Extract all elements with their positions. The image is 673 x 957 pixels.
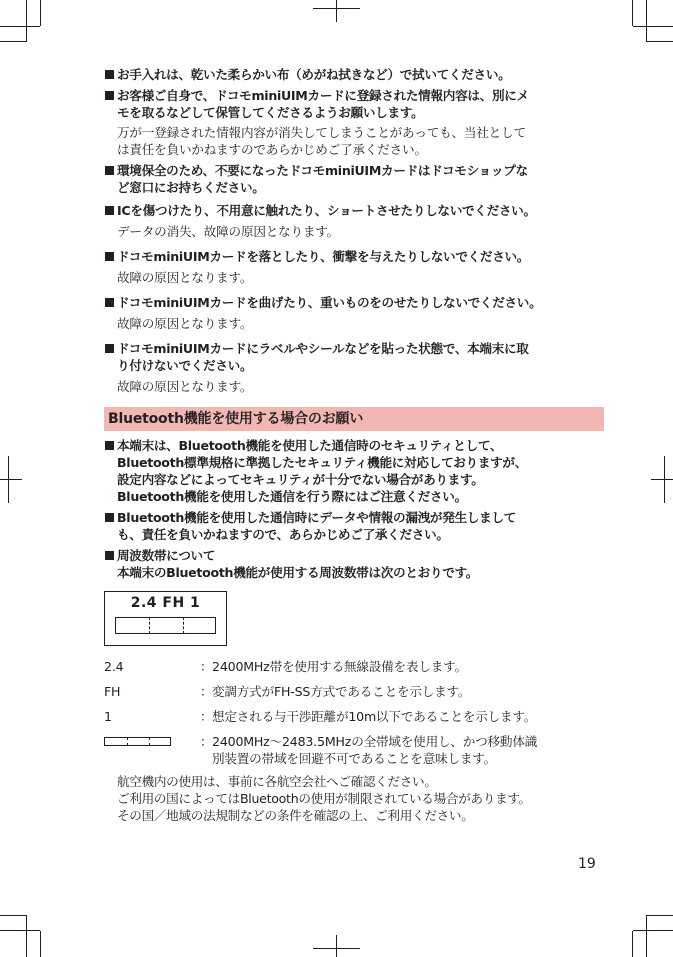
definition-row [104, 733, 604, 767]
bullet-line: 本端末は、Bluetooth機能を使用した通信時のセキュリティとして、 [117, 438, 503, 453]
bullet-line: お手入れは、乾いた柔らかい布（めがね拭きなど）で拭いてください。 [117, 67, 511, 82]
band-tick [149, 617, 150, 634]
definition-text: 想定される与干渉距離が10m以下であることを示します。 [212, 709, 537, 724]
frequency-label-box [104, 591, 227, 646]
bullet-line: ど窓口にお持ちください。 [117, 180, 265, 195]
desc-line: 万が一登録された情報内容が消失してしまうことがあっても、当社として [117, 125, 526, 140]
bullet-line: 周波数帯について [117, 548, 216, 563]
page-number: 19 [578, 856, 596, 872]
definition-text: 変調方式がFH-SS方式であることを示します。 [212, 684, 471, 699]
note-line: 航空機内の使用は、事前に各航空会社へご確認ください。 [117, 774, 437, 789]
desc-line: データの消失、故障の原因となります。 [117, 224, 340, 239]
definition-row [104, 708, 604, 725]
bullet-line: Bluetooth機能を使用した通信を行う際にはご注意ください。 [117, 489, 467, 504]
definition-text [212, 733, 604, 767]
bullet-recycle [104, 162, 604, 196]
band-bar-icon [104, 737, 171, 746]
bullet-line: Bluetooth機能を使用した通信時にデータや情報の漏洩が発生しまして [117, 510, 516, 525]
definition-row [104, 658, 604, 675]
band-tick [183, 617, 184, 634]
bullet-ic-desc [104, 223, 604, 240]
band-tick [127, 737, 128, 746]
bullet-backup [104, 87, 604, 121]
definition-colon: ： [200, 684, 213, 699]
note-line: その国／地域の法規制などの条件を確認の上、ご利用ください。 [117, 808, 474, 823]
definition-row [104, 683, 604, 700]
bullet-label-desc [104, 378, 604, 395]
desc-line: 故障の原因となります。 [117, 379, 253, 394]
definition-colon: ： [200, 709, 213, 724]
desc-line: 故障の原因となります。 [117, 270, 253, 285]
desc-line: は責任を負いかねますのであらかじめご了承ください。 [117, 142, 427, 157]
bullet-label [104, 340, 604, 374]
bullet-bt-security [104, 437, 604, 505]
bullet-line: 環境保全のため、不要になったドコモminiUIMカードはドコモショップな [117, 163, 528, 178]
bullet-line: ICを傷つけたり、不用意に触れたり、ショートさせたりしないでください。 [117, 203, 536, 218]
desc-line: 故障の原因となります。 [117, 316, 253, 331]
bullet-line: お客様ご自身で、ドコモminiUIMカードに登録された情報内容は、別にメ [117, 88, 529, 103]
definition-colon: ： [200, 659, 213, 674]
bullet-backup-desc [104, 124, 604, 158]
bullet-line: も、責任を負いかねますので、あらかじめご了承ください。 [117, 527, 449, 542]
bullet-line: モを取るなどして保管してくださるようお願いします。 [117, 105, 424, 120]
bullet-line: 本端末のBluetooth機能が使用する周波数帯は次のとおりです。 [117, 565, 479, 580]
definitions-list [104, 658, 604, 767]
definition-text: 2400MHz帯を使用する無線設備を表します。 [212, 659, 467, 674]
definition-term: FH [104, 684, 121, 699]
bullet-ic [104, 202, 604, 219]
bullet-line: ドコモminiUIMカードにラベルやシールなどを貼った状態で、本端末に取 [117, 341, 529, 356]
definition-term: 2.4 [104, 659, 124, 674]
definition-colon: ： [200, 734, 213, 749]
note-line: ご利用の国によってはBluetoothの使用が制限されている場合があります。 [117, 791, 531, 806]
bullet-bt-leak [104, 509, 604, 543]
definition-text-line: 2400MHz～2483.5MHzの全帯域を使用し、かつ移動体識 [212, 734, 538, 749]
definition-term-band-icon [104, 733, 200, 767]
bullet-line: り付けないでください。 [117, 358, 253, 373]
frequency-label-text: 2.4 FH 1 [130, 595, 201, 611]
notes [104, 773, 604, 824]
section-heading-bluetooth: Bluetooth機能を使用する場合のお願い [104, 407, 604, 431]
definition-text-line: 別装置の帯域を回避不可であることを意味します。 [212, 751, 497, 766]
bullet-drop [104, 248, 604, 265]
bullet-bend-desc [104, 315, 604, 332]
bullet-line: Bluetooth標準規格に準拠したセキュリティ機能に対応しておりますが、 [117, 455, 527, 470]
bullet-bend [104, 294, 604, 311]
bullet-line: ドコモminiUIMカードを落としたり、衝撃を与えたりしないでください。 [117, 249, 530, 264]
bullet-line: 設定内容などによってセキュリティが十分でない場合があります。 [117, 472, 484, 487]
bullet-care [104, 66, 604, 83]
band-tick [149, 737, 150, 746]
page-content [104, 66, 604, 824]
definition-term: 1 [104, 709, 112, 724]
bullet-line: ドコモminiUIMカードを曲げたり、重いものをのせたりしないでください。 [117, 295, 542, 310]
bullet-bt-frequency [104, 547, 604, 581]
bullet-drop-desc [104, 269, 604, 286]
frequency-band-bar [115, 617, 216, 634]
